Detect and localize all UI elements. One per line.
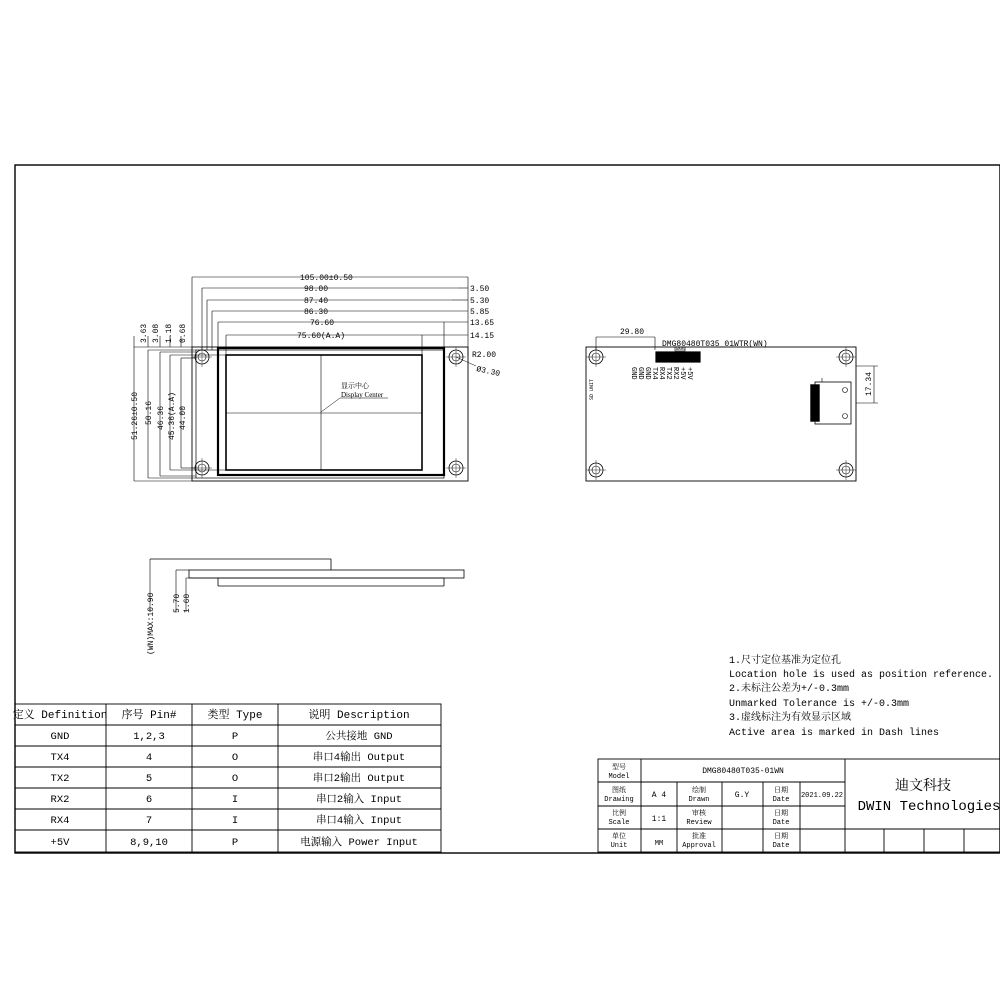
side-dim-pcb: 5.70	[173, 593, 182, 613]
sd-card-slot	[815, 382, 851, 424]
mount-hole-br	[446, 458, 466, 478]
rear-view	[586, 337, 878, 481]
table-cell: 电源输入 Power Input	[300, 837, 418, 849]
side-view	[150, 559, 464, 612]
side-dim-thin: 1.60	[183, 593, 192, 613]
tb-drawn-cn: 绘制	[692, 787, 706, 795]
tb-date-value: 2021.09.22	[800, 792, 844, 800]
table-cell: 7	[145, 815, 153, 827]
table-header-pin: 序号 Pin#	[121, 710, 177, 722]
dim-top-offset-3: 1.18	[165, 323, 174, 343]
tb-drawing-en: Drawing	[604, 796, 634, 804]
table-cell: 串口4输出 Output	[312, 752, 406, 764]
pin-label: GND	[643, 367, 651, 380]
table-cell: O	[231, 752, 239, 764]
rear-dim-offset: 29.80	[620, 328, 645, 337]
note-line: 2.未标注公差为+/-0.3mm	[729, 684, 850, 695]
tb-approval-en: Approval	[682, 842, 716, 850]
tb-date-en: Date	[772, 796, 790, 804]
company-name-cn: 迪文科技	[895, 779, 951, 795]
tb-unit-cn: 单位	[612, 833, 626, 841]
dim-right-offset-4: 13.65	[470, 319, 495, 328]
display-center-leader	[321, 398, 340, 412]
table-header-type: 类型 Type	[207, 710, 263, 722]
dim-width-overall: 105.00±0.50	[300, 274, 353, 283]
rear-model-label: DMG80480T035_01WTR(WN)	[662, 340, 768, 349]
dim-top-offset-4: 0.68	[179, 323, 188, 343]
tb-unit-value: MM	[654, 840, 664, 848]
tb-date2-cn: 日期	[774, 810, 788, 818]
tb-approval-cn: 批准	[692, 833, 706, 841]
dim-height-overall: 51.26±0.50	[131, 391, 140, 440]
fpc-connector	[656, 352, 700, 362]
tb-scale-en: Scale	[608, 819, 630, 827]
tb-model-en: Model	[608, 773, 630, 781]
table-cell: 1,2,3	[133, 731, 165, 743]
lcd-bezel	[218, 348, 444, 475]
tb-drawing-cn: 图纸	[612, 787, 626, 795]
sheet-border	[12, 165, 1000, 853]
tb-model-value: DMG80480T035-01WN	[702, 767, 784, 776]
table-cell: RX4	[50, 815, 70, 827]
pin-label: GND	[636, 367, 644, 380]
width-dimension-lines	[192, 277, 468, 356]
tb-date3-cn: 日期	[774, 833, 788, 841]
tb-unit-en: Unit	[610, 842, 628, 850]
note-line: 3.虚线标注为有效显示区域	[729, 713, 852, 724]
notes	[729, 653, 993, 739]
rear-hole-tr	[836, 347, 856, 367]
table-cell: TX2	[50, 773, 70, 785]
table-cell: RX2	[50, 794, 70, 806]
table-cell: 串口4输入 Input	[315, 815, 403, 827]
table-cell: I	[231, 815, 239, 827]
connector-label: WAHL	[676, 348, 686, 352]
dim-width-holes: 98.00	[304, 285, 329, 294]
pin-label: +5V	[685, 367, 693, 380]
pin-label: +5V	[678, 367, 686, 380]
dim-top-offset-1: 3.63	[140, 323, 149, 343]
dim-height-active-area: 45.36(A.A)	[168, 391, 177, 440]
tb-date-cn: 日期	[774, 787, 788, 795]
table-cell: 公共接地 GND	[325, 731, 393, 743]
table-cell: 6	[145, 794, 153, 806]
table-header-definition: 定义 Definition	[12, 710, 108, 722]
dim-corner-radius: R2.00	[472, 351, 497, 360]
table-cell: TX4	[50, 752, 70, 764]
pin-labels	[629, 367, 693, 380]
active-area	[226, 355, 422, 470]
company-name-en: DWIN Technologies	[857, 799, 1000, 815]
note-line: 1.尺寸定位基准为定位孔	[729, 656, 842, 667]
tb-model-cn: 型号	[612, 764, 626, 772]
table-cell: P	[231, 837, 239, 849]
pin-label: RX4	[657, 367, 665, 380]
note-line: Location hole is used as position reference.	[729, 670, 994, 681]
table-cell: 串口2输入 Input	[315, 794, 403, 806]
dim-width-bezel: 76.60	[310, 319, 335, 328]
tb-drawing-value: A 4	[651, 791, 667, 800]
dim-right-offset-1: 3.50	[470, 285, 490, 294]
display-center-label-en: Display Center	[341, 391, 384, 399]
dim-height-inner: 44.00	[179, 405, 188, 430]
side-pcb	[189, 570, 464, 578]
tb-drawn-en: Drawn	[688, 796, 710, 804]
pin-label: TX4	[650, 367, 658, 380]
dim-top-offset-2: 3.08	[152, 323, 161, 343]
dim-right-offset-2: 5.30	[470, 297, 490, 306]
dim-width-panel: 86.30	[304, 308, 329, 317]
tb-review-en: Review	[686, 819, 712, 827]
rear-hole-br	[836, 460, 856, 480]
dim-hole-diameter: Ø3.30	[475, 365, 501, 379]
lcd-module-outline	[196, 350, 444, 478]
dim-right-offset-5: 14.15	[470, 332, 495, 341]
table-cell: I	[231, 794, 239, 806]
tb-scale-value: 1:1	[651, 815, 667, 824]
table-cell: GND	[50, 731, 70, 743]
dim-right-offset-3: 5.85	[470, 308, 490, 317]
side-dim-max: (WN)MAX:10.90	[147, 592, 156, 655]
sd-side-label: SD UNIT	[589, 378, 595, 400]
tb-scale-cn: 比例	[612, 810, 626, 818]
tb-drawn-value: G.Y	[734, 791, 750, 800]
dim-width-module: 87.40	[304, 297, 329, 306]
table-cell: 串口2输出 Output	[312, 773, 406, 785]
pin-label: RX2	[671, 367, 679, 380]
rear-hole-bl	[586, 460, 606, 480]
note-line: Active area is marked in Dash lines	[729, 728, 940, 739]
table-cell: +5V	[50, 837, 70, 849]
display-center-label-cn: 显示中心	[341, 382, 369, 390]
tb-review-cn: 审核	[692, 810, 706, 818]
pin-label: TX2	[664, 367, 672, 380]
table-cell: P	[231, 731, 239, 743]
front-outline	[192, 347, 468, 481]
table-cell: 8,9,10	[130, 837, 168, 849]
dim-height-holes: 50.16	[145, 400, 154, 425]
table-header-description: 说明 Description	[308, 710, 410, 722]
table-cell: O	[231, 773, 239, 785]
pin-label: GND	[629, 367, 637, 380]
dim-width-active-area: 75.60(A.A)	[297, 332, 346, 341]
tb-date2-en: Date	[772, 819, 790, 827]
tb-date3-en: Date	[772, 842, 790, 850]
rear-dim-sd: 17.34	[865, 371, 874, 396]
note-line: Unmarked Tolerance is +/-0.3mm	[729, 699, 910, 710]
table-cell: 5	[145, 773, 153, 785]
dim-height-module: 46.36	[157, 405, 166, 430]
table-cell: 4	[145, 752, 153, 764]
